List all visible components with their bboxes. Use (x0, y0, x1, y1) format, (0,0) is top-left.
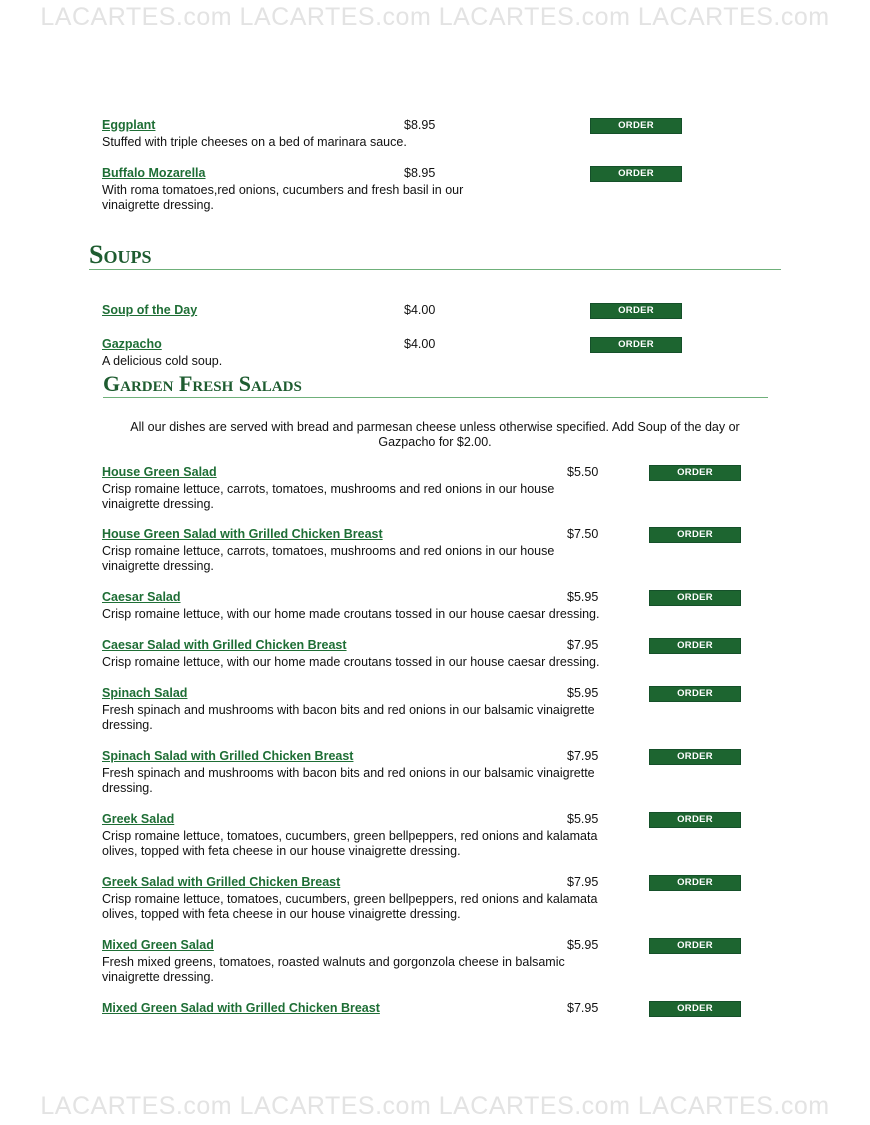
item-price: $5.95 (567, 590, 599, 604)
order-button[interactable]: ORDER (590, 166, 682, 182)
item-description: Crisp romaine lettuce, carrots, tomatoes, mushrooms and red onions in our house vinaigrette dressing. (102, 482, 555, 511)
item-description: Fresh spinach and mushrooms with bacon bits and red onions in our balsamic vinaigrette dressing. (102, 766, 595, 795)
watermark-bottom: LACARTES.com LACARTES.com LACARTES.com LACARTES.com (40, 1092, 830, 1120)
order-button[interactable]: ORDER (649, 465, 741, 481)
item-price: $5.95 (567, 938, 599, 952)
order-button[interactable]: ORDER (649, 1001, 741, 1017)
item-name-link[interactable]: Caesar Salad (102, 590, 181, 604)
item-name-link[interactable]: Eggplant (102, 118, 156, 132)
item-name-link[interactable]: Buffalo Mozarella (102, 166, 206, 180)
item-name-link[interactable]: House Green Salad with Grilled Chicken Breast (102, 527, 383, 541)
item-name-link[interactable]: Mixed Green Salad with Grilled Chicken Breast (102, 1001, 380, 1015)
order-button[interactable]: ORDER (590, 118, 682, 134)
item-description: Fresh mixed greens, tomatoes, roasted walnuts and gorgonzola cheese in balsamic vinaigrette dressing. (102, 955, 565, 984)
item-name-link[interactable]: Greek Salad with Grilled Chicken Breast (102, 875, 341, 889)
item-description: Crisp romaine lettuce, tomatoes, cucumbers, green bellpeppers, red onions and kalamata olives, topped with feta cheese in our house vinaigrette dressing. (102, 829, 598, 858)
order-button[interactable]: ORDER (649, 686, 741, 702)
item-price: $5.95 (567, 686, 599, 700)
watermark-top: LACARTES.com LACARTES.com LACARTES.com LACARTES.com (40, 3, 830, 31)
item-price: $4.00 (404, 337, 436, 351)
order-button[interactable]: ORDER (590, 337, 682, 353)
item-description: Crisp romaine lettuce, with our home made croutans tossed in our house caesar dressing. (102, 655, 600, 669)
item-name-link[interactable]: Soup of the Day (102, 303, 198, 317)
order-button[interactable]: ORDER (649, 527, 741, 543)
item-name-link[interactable]: Greek Salad (102, 812, 175, 826)
item-name-link[interactable]: Spinach Salad with Grilled Chicken Breast (102, 749, 354, 763)
item-name-link[interactable]: Caesar Salad with Grilled Chicken Breast (102, 638, 347, 652)
order-button[interactable]: ORDER (649, 749, 741, 765)
item-price: $8.95 (404, 118, 436, 132)
item-price: $5.50 (567, 465, 599, 479)
section-title-soups: Soups (89, 240, 152, 269)
item-price: $7.95 (567, 749, 599, 763)
item-description: Crisp romaine lettuce, tomatoes, cucumbers, green bellpeppers, red onions and kalamata olives, topped with feta cheese in our house vinaigrette dressing. (102, 892, 598, 921)
salads-note: All our dishes are served with bread and parmesan cheese unless otherwise specified. Add Soup of the day or Gazpacho for $2.00. (130, 420, 740, 449)
item-description: A delicious cold soup. (102, 354, 223, 368)
section-divider (89, 269, 781, 270)
item-name-link[interactable]: Gazpacho (102, 337, 162, 351)
item-price: $8.95 (404, 166, 436, 180)
item-description: Crisp romaine lettuce, carrots, tomatoes, mushrooms and red onions in our house vinaigrette dressing. (102, 544, 555, 573)
item-price: $7.50 (567, 527, 599, 541)
item-name-link[interactable]: House Green Salad (102, 465, 217, 479)
item-description: With roma tomatoes,red onions, cucumbers and fresh basil in our vinaigrette dressing. (102, 183, 464, 212)
item-description: Fresh spinach and mushrooms with bacon bits and red onions in our balsamic vinaigrette dressing. (102, 703, 595, 732)
item-description: Stuffed with triple cheeses on a bed of marinara sauce. (102, 135, 407, 149)
order-button[interactable]: ORDER (649, 638, 741, 654)
item-price: $5.95 (567, 812, 599, 826)
item-name-link[interactable]: Mixed Green Salad (102, 938, 214, 952)
item-name-link[interactable]: Spinach Salad (102, 686, 188, 700)
item-price: $4.00 (404, 303, 436, 317)
order-button[interactable]: ORDER (649, 590, 741, 606)
section-title-salads: Garden Fresh Salads (103, 371, 302, 396)
section-divider (103, 397, 768, 398)
order-button[interactable]: ORDER (649, 938, 741, 954)
item-price: $7.95 (567, 638, 599, 652)
order-button[interactable]: ORDER (590, 303, 682, 319)
item-price: $7.95 (567, 1001, 599, 1015)
item-description: Crisp romaine lettuce, with our home made croutans tossed in our house caesar dressing. (102, 607, 600, 621)
order-button[interactable]: ORDER (649, 812, 741, 828)
order-button[interactable]: ORDER (649, 875, 741, 891)
item-price: $7.95 (567, 875, 599, 889)
